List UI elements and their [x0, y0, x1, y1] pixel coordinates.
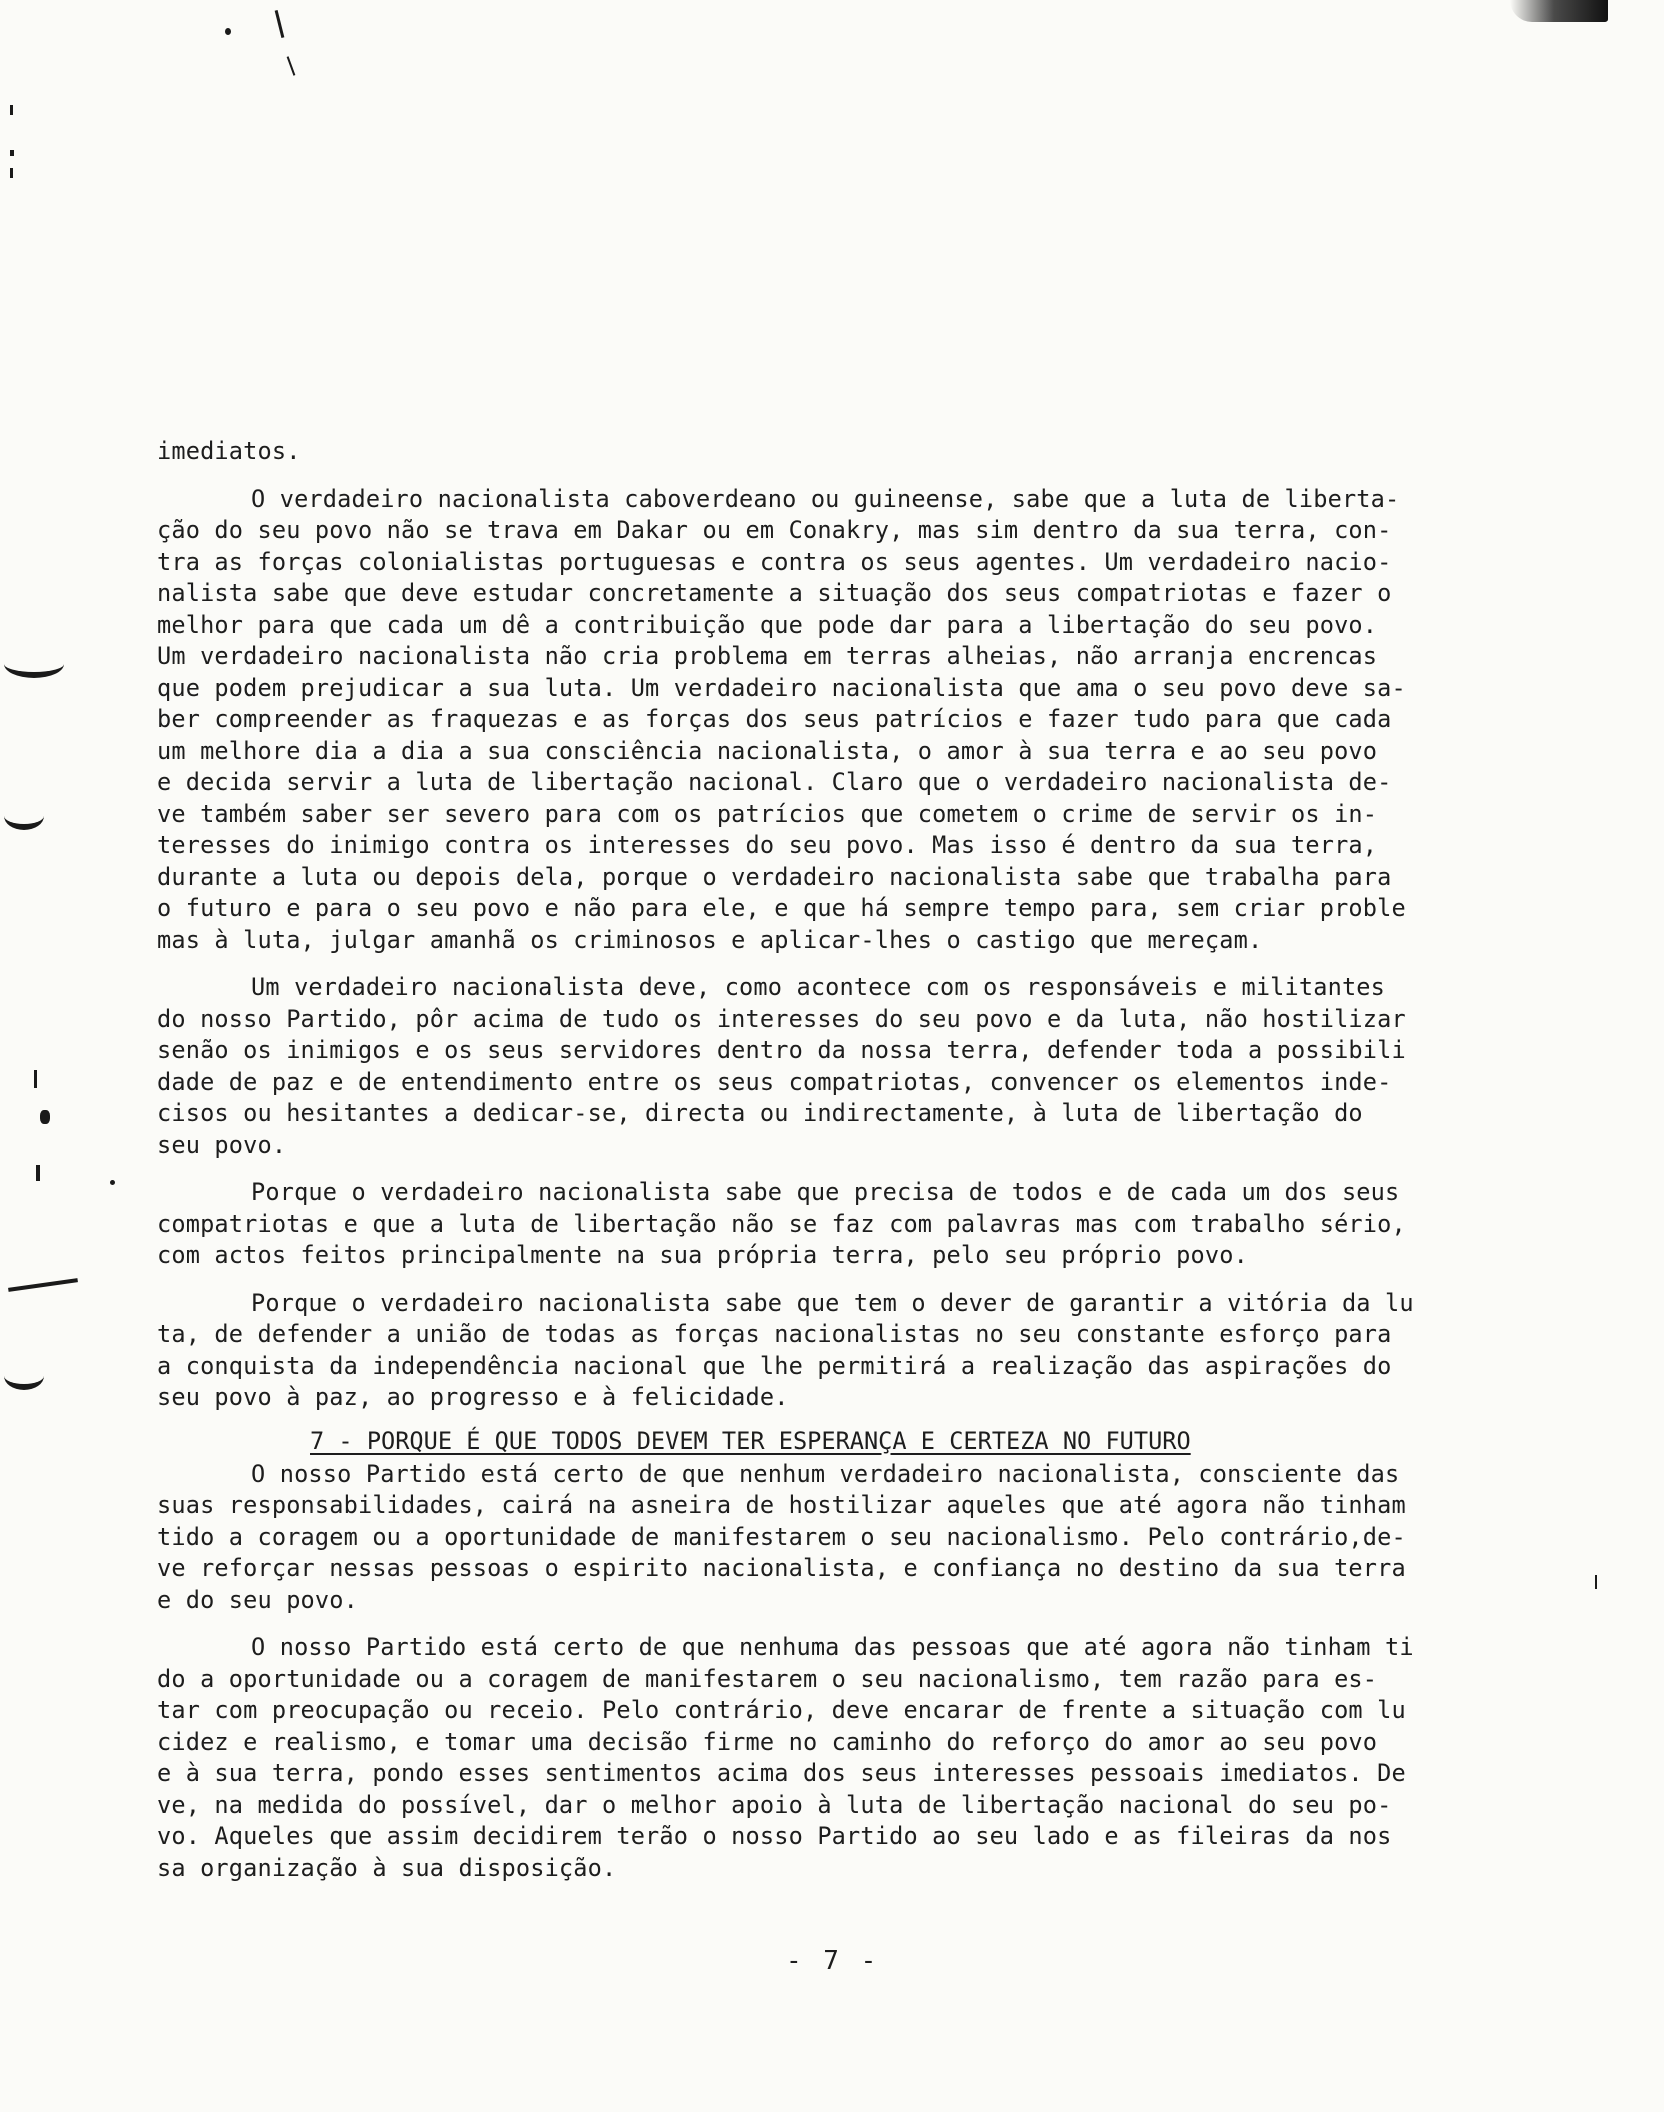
text-line: seu povo. — [157, 1130, 287, 1159]
scan-speck — [34, 1070, 37, 1088]
text-line: imediatos. — [157, 437, 301, 465]
text-line: Um verdadeiro nacionalista deve, como acontece com os responsáveis e militantes — [251, 973, 1386, 1001]
text-line: nalista sabe que deve estudar concretamente a situação dos seus compatriotas e fazer o — [157, 579, 1392, 607]
scan-speck — [36, 1165, 40, 1181]
text-line: O nosso Partido está certo de que nenhuma das pessoas que até agora não tinham ti — [251, 1633, 1414, 1661]
text-line: vo. Aqueles que assim decidirem terão o nosso Partido ao seu lado e as fileiras da nos — [157, 1822, 1392, 1850]
paragraph — [157, 1632, 1527, 1884]
text-line: ve reforçar nessas pessoas o espirito nacionalista, e confiança no destino da sua terra — [157, 1554, 1406, 1582]
text-line: Porque o verdadeiro nacionalista sabe que precisa de todos e de cada um dos seus — [251, 1178, 1400, 1206]
paragraph-gap — [157, 468, 1527, 484]
text-line: tra as forças colonialistas portuguesas e contra os seus agentes. Um verdadeiro nacio- — [157, 547, 1392, 576]
text-line: dade de paz e de entendimento entre os seus compatriotas, convencer os elementos inde- — [157, 1067, 1392, 1096]
page-number: - 7 - — [786, 1946, 880, 1976]
text-line: cisos ou hesitantes a dedicar-se, directa ou indirectamente, à luta de libertação do — [157, 1099, 1363, 1127]
text-line: compatriotas e que a luta de libertação não se faz com palavras mas com trabalho sério, — [157, 1209, 1406, 1238]
binding-hole-mark — [4, 1362, 44, 1390]
scan-speck — [275, 10, 285, 38]
text-line: do nosso Partido, pôr acima de tudo os interesses do seu povo e da luta, não hostilizar — [157, 1004, 1406, 1033]
paragraph — [157, 972, 1527, 1161]
text-line: Um verdadeiro nacionalista não cria problema em terras alheias, não arranja encrencas — [157, 642, 1378, 670]
binding-hole-mark — [4, 802, 44, 830]
text-line: ção do seu povo não se trava em Dakar ou em Conakry, mas sim dentro da sua terra, con- — [157, 516, 1392, 544]
text-line: mas à luta, julgar amanhã os criminosos e aplicar-lhes o castigo que mereçam. — [157, 925, 1263, 954]
paragraph — [157, 1177, 1527, 1272]
scan-speck — [10, 150, 14, 156]
scan-speck — [40, 1110, 50, 1124]
paragraph — [157, 1459, 1527, 1617]
scan-corner-smudge — [1510, 0, 1608, 22]
paragraph — [157, 436, 1527, 468]
scan-speck — [10, 105, 13, 115]
scan-speck — [110, 1180, 115, 1185]
text-line: ta, de defender a união de todas as forças nacionalistas no seu constante esforço para — [157, 1320, 1392, 1348]
text-line: cidez e realismo, e tomar uma decisão firme no caminho do reforço do amor ao seu povo — [157, 1727, 1378, 1756]
text-line: O verdadeiro nacionalista caboverdeano ou guineense, sabe que a luta de liberta- — [251, 484, 1400, 513]
text-line: e à sua terra, pondo esses sentimentos acima dos seus interesses pessoais imediatos. De — [157, 1759, 1406, 1787]
text-line: a conquista da independência nacional que lhe permitirá a realização das aspirações do — [157, 1351, 1392, 1380]
text-line: com actos feitos principalmente na sua própria terra, pelo seu próprio povo. — [157, 1241, 1248, 1269]
paragraph-gap — [157, 1616, 1527, 1632]
text-line: Porque o verdadeiro nacionalista sabe que tem o dever de garantir a vitória da lu — [251, 1288, 1414, 1317]
scan-speck — [1595, 1575, 1597, 1589]
text-line: melhor para que cada um dê a contribuição que pode dar para a libertação do seu povo. — [157, 610, 1378, 639]
paragraph-gap — [157, 1272, 1527, 1288]
text-line: que podem prejudicar a sua luta. Um verdadeiro nacionalista que ama o seu povo deve sa- — [157, 673, 1406, 702]
document-body — [157, 436, 1527, 1884]
binding-hole-mark — [4, 650, 64, 678]
paragraph-gap — [157, 1161, 1527, 1177]
text-line: sa organização à sua disposição. — [157, 1853, 617, 1882]
paragraph-gap — [157, 956, 1527, 972]
text-line: suas responsabilidades, cairá na asneira de hostilizar aqueles que até agora não tinham — [157, 1491, 1406, 1519]
text-line: ve, na medida do possível, dar o melhor apoio à luta de libertação nacional do seu po- — [157, 1790, 1392, 1819]
text-line: seu povo à paz, ao progresso e à felicidade. — [157, 1383, 789, 1411]
text-line: ber compreender as fraquezas e as forças dos seus patrícios e fazer tudo para que cada — [157, 705, 1392, 733]
scan-speck — [225, 28, 231, 35]
text-line: O nosso Partido está certo de que nenhum verdadeiro nacionalista, consciente das — [251, 1459, 1400, 1488]
text-line: o futuro e para o seu povo e não para ele, e que há sempre tempo para, sem criar proble — [157, 894, 1406, 922]
text-line: do a oportunidade ou a coragem de manifestarem o seu nacionalismo, tem razão para es- — [157, 1664, 1378, 1693]
text-line: tido a coragem ou a oportunidade de manifestarem o seu nacionalismo. Pelo contrário,de- — [157, 1522, 1406, 1551]
text-line: tar com preocupação ou receio. Pelo contrário, deve encarar de frente a situação com lu — [157, 1696, 1406, 1724]
section-heading — [157, 1426, 1527, 1459]
paragraph — [157, 484, 1527, 957]
text-line: ve também saber ser severo para com os patrícios que cometem o crime de servir os in- — [157, 799, 1378, 828]
text-line: e do seu povo. — [157, 1585, 358, 1614]
text-line: durante a luta ou depois dela, porque o verdadeiro nacionalista sabe que trabalha para — [157, 862, 1392, 891]
text-line: e decida servir a luta de libertação nacional. Claro que o verdadeiro nacionalista de- — [157, 768, 1392, 796]
scan-speck — [8, 1278, 78, 1292]
paragraph — [157, 1288, 1527, 1414]
text-line: teresses do inimigo contra os interesses do seu povo. Mas isso é dentro da sua terra, — [157, 831, 1378, 859]
scan-speck — [287, 56, 296, 75]
section-heading-text: 7 - PORQUE É QUE TODOS DEVEM TER ESPERANÇA E CERTEZA NO FUTURO — [310, 1426, 1191, 1455]
text-line: um melhore dia a dia a sua consciência nacionalista, o amor à sua terra e ao seu povo — [157, 736, 1378, 765]
scan-speck — [10, 168, 13, 178]
text-line: senão os inimigos e os seus servidores dentro da nossa terra, defender toda a possibili — [157, 1036, 1406, 1064]
